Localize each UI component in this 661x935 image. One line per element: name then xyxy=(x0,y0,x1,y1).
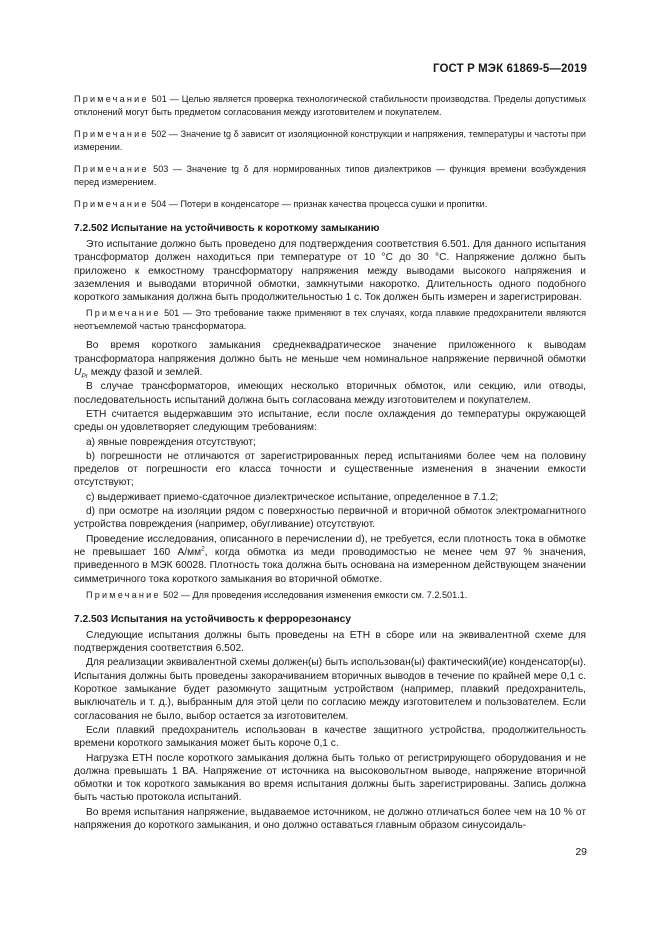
note-502 xyxy=(74,128,586,154)
paragraph: ЕТН считается выдержавшим это испытание, если после охлаждения до температуры окружающей среды он удовлетворяет следующим требованиям: xyxy=(74,408,586,434)
section-heading-7-2-503: 7.2.503 Испытания на устойчивость к феррорезонансу xyxy=(74,613,351,625)
paragraph-text: между фазой и землей. xyxy=(87,367,203,379)
list-item-c: c) выдерживает приемо-сдаточное диэлектрическое испытание, определенное в 7.1.2; xyxy=(86,491,499,503)
standard-header: ГОСТ Р МЭК 61869-5—2019 xyxy=(433,63,587,75)
section-heading-7-2-502: 7.2.502 Испытание на устойчивость к короткому замыканию xyxy=(74,223,380,234)
note-label: Примечание xyxy=(74,199,149,209)
paragraph-text: Во время короткого замыкания среднеквадратическое значение приложенного к выводам трансформатора напряжения должно быть не меньше чем номинальное напряжение первичной обмотки xyxy=(74,340,586,365)
paragraph: Если плавкий предохранитель использован в качестве защитного устройства, продолжительность времени короткого замыкания может быть короче 0,1 с. xyxy=(74,724,586,750)
note-text: 504 — Потери в конденсаторе — признак качества процесса сушки и пропитки. xyxy=(148,199,488,209)
page-content xyxy=(74,93,586,833)
list-item-a: а) явные повреждения отсутствуют; xyxy=(86,436,256,448)
note-text: 502 — Значение tg δ зависит от изоляционной конструкции и напряжения, температуры и частоты при измерении. xyxy=(74,129,586,152)
note-text: 502 — Для проведения исследования изменения емкости см. 7.2.501.1. xyxy=(160,589,468,600)
note-label: Примечание xyxy=(74,94,149,104)
list-item-d: d) при осмотре на изоляции рядом с поверхностью первичной и вторичной обмоток электромагнитного устройства повреждения (например, обугливание) отсутствуют. xyxy=(74,506,586,531)
symbol-subscript: Pr xyxy=(81,373,88,381)
paragraph: Нагрузка ЕТН после короткого замыкания должна быть только от регистрирующего оборудования и не должна превышать 1 ВА. Напряжение от источника на высоковольтном выводе, напряжение вторичной обмотки и ток короткого замыкания во время испытания должны быть зарегистрированы. Запись должна быть частью протокола испытаний. xyxy=(74,752,586,804)
note-label: Примечание xyxy=(86,589,161,600)
note-label: Примечание xyxy=(74,164,149,174)
note-label: Примечание xyxy=(86,308,161,319)
note-text: 501 — Целью является проверка технологической стабильности производства. Пределы допустимых отклонений могут быть предметом согласования между изготовителем и покупателем. xyxy=(74,94,586,117)
inline-note-501 xyxy=(74,307,586,333)
superscript: 2 xyxy=(201,545,205,553)
note-label: Примечание xyxy=(74,129,149,139)
paragraph xyxy=(74,533,586,586)
paragraph: В случае трансформаторов, имеющих несколько вторичных обмоток, или секцию, или отводы, последовательность испытаний должна быть согласована между изготовителем и покупателем. xyxy=(74,381,586,406)
note-501 xyxy=(74,93,586,119)
inline-note-502 xyxy=(74,589,586,602)
note-504 xyxy=(74,198,586,211)
paragraph: Это испытание должно быть проведено для подтверждения соответствия 6.501. Для данного испытания трансформатор должен находиться при температуре от 10 °C до 30 °C. Напряжение должно быть приложено к емкостному трансформатору напряжения между выводами высокого напряжения и заземления и выводами вторичной обмотки, замкнутыми накоротко. Длительность одного подобного короткого замыкания должна быть продолжительностью 1 с. Ток должен быть измерен и зарегистрирован. xyxy=(74,239,586,304)
paragraph: Для реализации эквивалентной схемы должен(ы) быть использован(ы) фактический(ие) конденсатор(ы). Испытания должны быть проведены закорачиванием вторичных выводов в течение по крайней мере 0,1 с. Короткое замыкание будет разомкнуто защитным устройством (например, плавкий предохранитель, выключатель и т. д.), выбранным для этой цели по согласию между изготовителем и пользователем. Если согласования не было, выбор остается за изготовителем. xyxy=(74,657,586,722)
page-number: 29 xyxy=(575,846,587,858)
note-text: 503 — Значение tg δ для нормированных типов диэлектриков — функция времени возбуждения перед измерением. xyxy=(74,164,586,187)
paragraph-text: , когда обмотка из меди проводимостью не менее чем 97 % значения, приведенного в МЭК 60028. Плотность тока должна быть основана на измеренном действующем значении симметричного тока короткого замыкания во вторичной обмотке. xyxy=(74,546,586,585)
paragraph: Следующие испытания должны быть проведены на ЕТН в сборе или на эквивалентной схеме для подтверждения соответствия 6.502. xyxy=(74,629,586,655)
paragraph-text: Проведение исследования, описанного в перечислении d), не требуется, если плотность тока в обмотке не превышает 160 А/мм xyxy=(74,533,586,558)
paragraph xyxy=(74,339,586,379)
paragraph: Во время испытания напряжение, выдаваемое источником, не должно отличаться более чем на 10 % от напряжения до короткого замыкания, и оно должно оставаться главным образом синусоидаль- xyxy=(74,806,586,831)
note-503 xyxy=(74,163,586,189)
symbol-u: U xyxy=(74,367,82,379)
note-text: 501 — Это требование также применяют в тех случаях, когда плавкие предохранители являются неотъемлемой частью трансформатора. xyxy=(74,308,586,332)
list-item-b: b) погрешности не отличаются от зарегистрированных перед испытаниями более чем на половину пределов от погрешности его класса точности и существенные изменения в значении емкости отсутствуют; xyxy=(74,450,586,489)
